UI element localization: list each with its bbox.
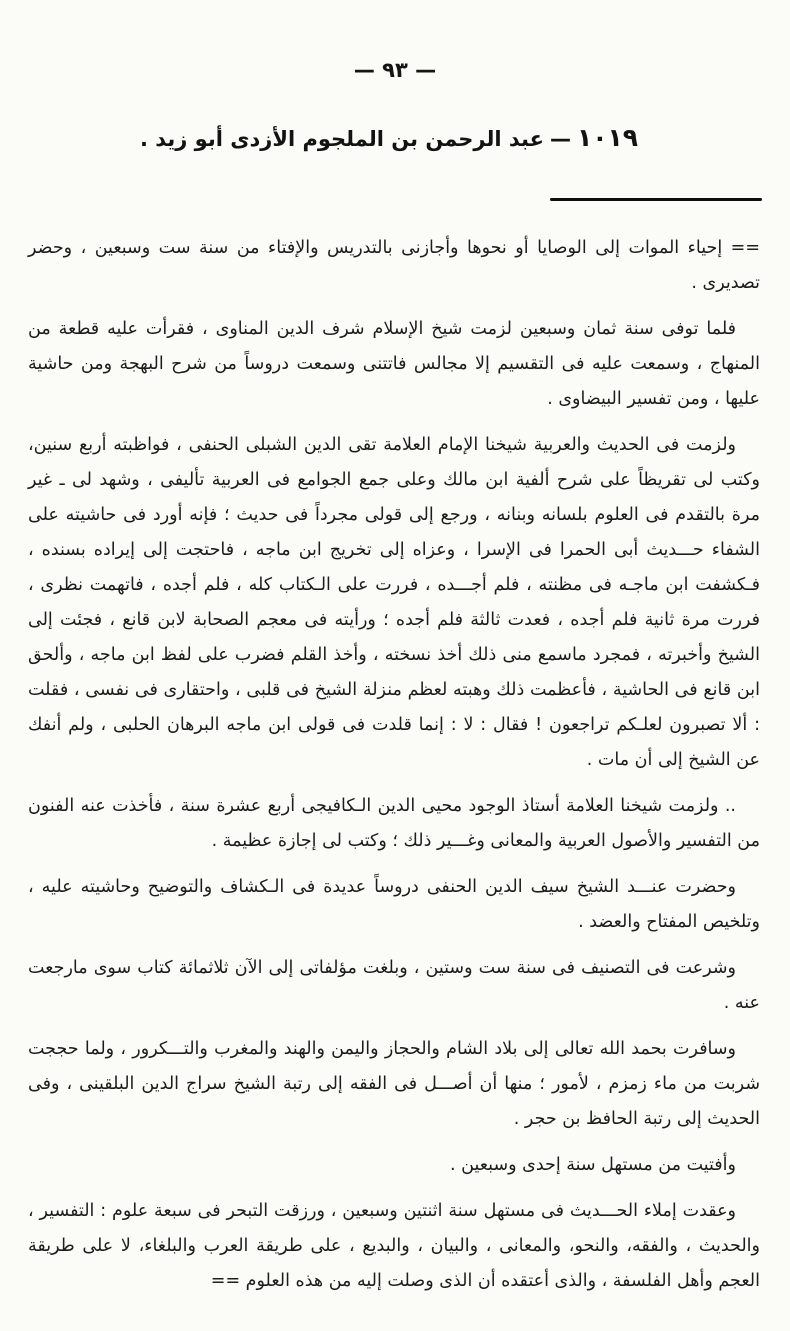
entry-number: ١٠١٩ — [576, 123, 638, 152]
entry-name: عبد الرحمن بن الملجوم الأزدى أبو زيد . — [139, 127, 544, 151]
page-number: — ٩٣ — — [353, 58, 437, 82]
paragraph-continuation: == إحياء الموات إلى الوصايا أو نحوها وأجازنى بالتدريس والإفتاء من سنة ست وسبعين ، وحضر تصديرى . — [28, 238, 760, 293]
entry-heading — [20, 118, 638, 156]
paragraph: .. ولزمت شيخنا العلامة أستاذ الوجود محيى الدين الـكافيجى أربع عشرة سنة ، فأخذت عنه الفنون من التفسير والأصول العربية والمعانى وغـــير ذلك ؛ وكتب لى إجازة عظيمة . — [28, 796, 760, 851]
separator-rule — [550, 198, 762, 201]
paragraph: ولزمت فى الحديث والعربية شيخنا الإمام العلامة تقى الدين الشبلى الحنفى ، فواظبته أربع سنين، وكتب لى تقريظاً على شرح ألفية ابن مالك وعلى جمع الجوامع فى العربية تأليفى ، وشهد لى ـ غير مرة بالتقدم فى العلوم بلسانه وبنانه ، ورجع إلى قولى مجرداً فى حديث ؛ فإنه أورد فى حاشيته على الشفاء حـــديث أبى الحمرا فى الإسرا ، وعزاه إلى تخريج ابن ماجه ، فاحتجت إلى إيراده بسنده ، فـكشفت ابن ماجـه فى مظنته ، فلم أجـــده ، فررت على الـكتاب كله ، فلم أجده ، فاتهمت نظرى ، فررت مرة ثانية فلم أجده ، فعدت ثالثة فلم أجده ؛ ورأيته فى معجم الصحابة لابن قانع ، فجئت إلى الشيخ وأخبرته ، فمجرد ماسمع منى ذلك أخذ نسخته ، وأخذ القلم فضرب على لفظ ابن ماجه ، وألحق ابن قانع فى الحاشية ، فأعظمت ذلك وهبته لعظم منزلة الشيخ فى قلبى ، واحتقارى فى نفسى ، فقلت : ألا تصبرون لعلـكم تراجعون ! فقال : لا : إنما قلدت فى قولى ابن ماجه البرهان الحلبى ، ولم أنفك عن الشيخ إلى أن مات . — [28, 435, 760, 770]
entry-body — [28, 231, 760, 1299]
paragraph-continues-next-page: وعقدت إملاء الحـــديث فى مستهل سنة اثنتين وسبعين ، ورزقت التبحر فى سبعة علوم : التفسير ، والحديث ، والفقه، والنحو، والمعانى ، والبيان ، والبديع ، على طريقة العرب والبلغاء، لا على طريقة العجم وأهل الفلسفة ، والذى أعتقده أن الذى وصلت إليه من هذه العلوم == — [28, 1201, 760, 1291]
paragraph: فلما توفى سنة ثمان وسبعين لزمت شيخ الإسلام شرف الدين المناوى ، فقرأت عليه قطعة من المنهاج ، وسمعت عليه فى التقسيم إلا مجالس فاتتنى وسمعت دروساً من شرح البهجة ومن حاشية عليها ، ومن تفسير البيضاوى . — [28, 319, 760, 409]
entry-dash: — — [549, 127, 571, 151]
paragraph: وأفتيت من مستهل سنة إحدى وسبعين . — [450, 1155, 736, 1175]
paragraph: وشرعت فى التصنيف فى سنة ست وستين ، وبلغت مؤلفاتى إلى الآن ثلاثمائة كتاب سوى مارجعت عنه . — [28, 958, 760, 1013]
paragraph: وحضرت عنـــد الشيخ سيف الدين الحنفى دروساً عديدة فى الـكشاف والتوضيح وحاشيته عليه ، وتلخيص المفتاح والعضد . — [28, 877, 760, 932]
paragraph: وسافرت بحمد الله تعالى إلى بلاد الشام والحجاز واليمن والهند والمغرب والتـــكرور ، ولما حججت شربت من ماء زمزم ، لأمور ؛ منها أن أصـــل فى الفقه إلى رتبة الشيخ سراج الدين البلقينى ، وفى الحديث إلى رتبة الحافظ بن حجر . — [28, 1039, 760, 1129]
